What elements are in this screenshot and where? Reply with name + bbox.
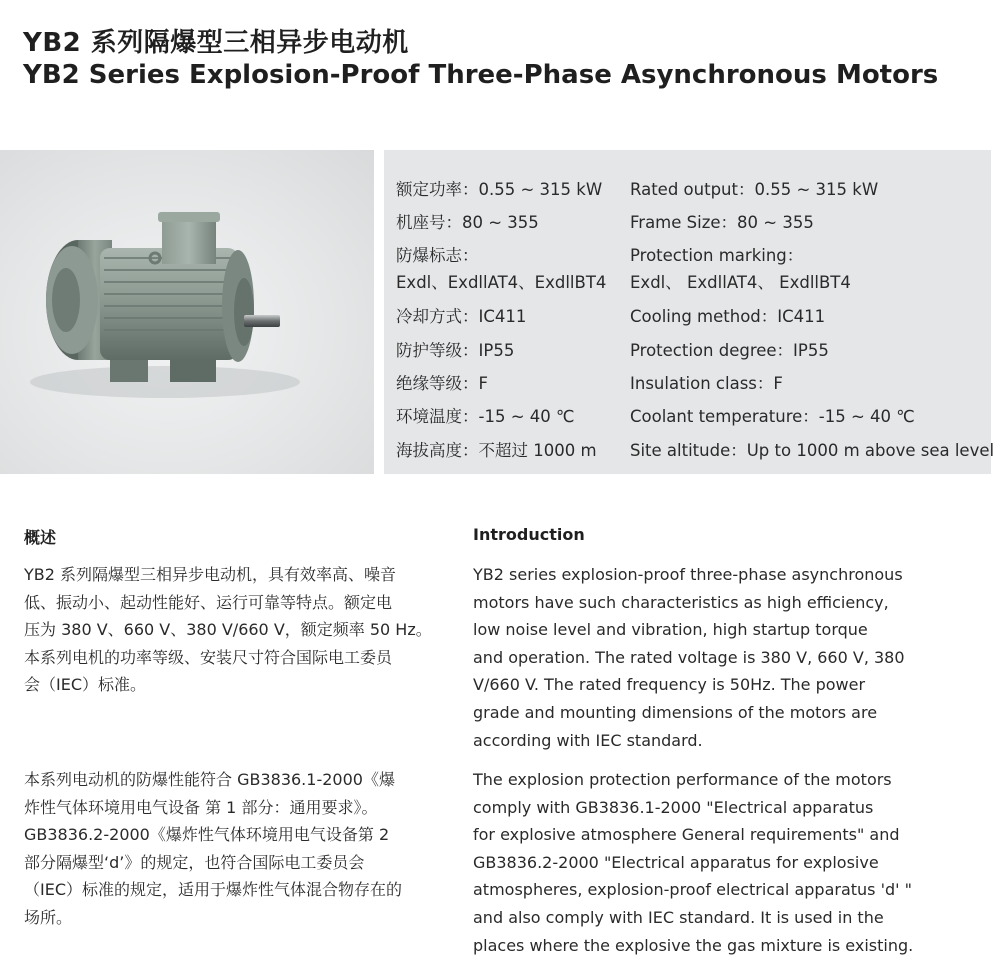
text-line: 压为 380 V、660 V、380 V/660 V，额定频率 50 Hz。 (24, 620, 432, 640)
overview-paragraph-2-cn (24, 766, 454, 932)
text-line: 会（IEC）标准。 (24, 675, 147, 695)
text-line: atmospheres, explosion-proof electrical apparatus 'd' " (473, 880, 912, 900)
text-line: and also comply with IEC standard. It is used in the (473, 907, 884, 927)
spec-cooling-method-cn: 冷却方式：IC411 (396, 307, 527, 326)
spec-protection-degree-en: Protection degree：IP55 (630, 341, 829, 360)
text-line: GB3836.2-2000 "Electrical apparatus for explosive (473, 852, 879, 872)
text-line: 低、振动小、起动性能好、运行可靠等特点。额定电 (24, 592, 393, 612)
spec-frame-size-cn: 机座号：80 ~ 355 (396, 213, 539, 232)
spec-protection-degree-cn: 防护等级：IP55 (396, 341, 515, 360)
spec-protection-marking-label-cn: 防爆标志： (396, 246, 479, 265)
spec-frame-size-en: Frame Size：80 ~ 355 (630, 213, 814, 232)
spec-coolant-temperature-cn: 环境温度：-15 ~ 40 ℃ (396, 407, 575, 426)
overview-heading-cn: 概述 (24, 528, 57, 547)
spec-cooling-method-en: Cooling method：IC411 (630, 307, 826, 326)
spec-rated-output-cn: 额定功率：0.55 ~ 315 kW (396, 180, 603, 199)
overview-paragraph-2-en (473, 766, 914, 959)
text-line: 炸性气体环境用电气设备 第 1 部分：通用要求》。 (24, 797, 378, 817)
spec-rated-output-en: Rated output：0.55 ~ 315 kW (630, 180, 879, 199)
text-line: and operation. The rated voltage is 380 V, 660 V, 380 (473, 647, 905, 667)
motor-illustration (0, 150, 374, 474)
spec-protection-marking-value-en: Exdl、 ExdllAT4、 ExdllBT4 (630, 273, 851, 292)
overview-paragraph-1-cn (24, 561, 454, 699)
text-line: 本系列电机的功率等级、安装尺寸符合国际电工委员 (24, 647, 393, 667)
text-line: 部分隔爆型‘d’》的规定，也符合国际电工委员会 (24, 852, 365, 872)
text-line: motors have such characteristics as high efficiency, (473, 592, 889, 612)
overview-paragraph-1-en (473, 561, 905, 754)
overview-heading-en: Introduction (473, 525, 585, 544)
text-line: YB2 系列隔爆型三相异步电动机，具有效率高、噪音 (24, 565, 397, 584)
spec-site-altitude-cn: 海拔高度：不超过 1000 m (396, 441, 597, 460)
spec-coolant-temperature-en: Coolant temperature：-15 ~ 40 ℃ (630, 407, 915, 426)
spec-insulation-class-cn: 绝缘等级：F (396, 374, 488, 393)
text-line: according with IEC standard. (473, 730, 703, 750)
text-line: for explosive atmosphere General requirements" and (473, 825, 900, 845)
text-line: （IEC）标准的规定，适用于爆炸性气体混合物存在的 (24, 880, 403, 900)
text-line: 场所。 (24, 907, 73, 927)
text-line: The explosion protection performance of the motors (473, 770, 892, 789)
text-line: GB3836.2-2000《爆炸性气体环境用电气设备第 2 (24, 825, 390, 845)
title-chinese: YB2 系列隔爆型三相异步电动机 (23, 28, 409, 58)
motor-product-image (0, 150, 374, 474)
text-line: YB2 series explosion-proof three-phase asynchronous (473, 565, 903, 584)
title-english: YB2 Series Explosion-Proof Three-Phase Asynchronous Motors (23, 60, 939, 90)
spec-protection-marking-label-en: Protection marking： (630, 246, 804, 265)
spec-insulation-class-en: Insulation class：F (630, 374, 783, 393)
text-line: comply with GB3836.1-2000 "Electrical apparatus (473, 797, 874, 817)
spec-protection-marking-value-cn: Exdl、ExdllAT4、ExdllBT4 (396, 273, 607, 292)
text-line: 本系列电动机的防爆性能符合 GB3836.1-2000《爆 (24, 770, 395, 789)
spec-site-altitude-en: Site altitude：Up to 1000 m above sea level (630, 441, 995, 460)
text-line: grade and mounting dimensions of the motors are (473, 702, 878, 722)
text-line: low noise level and vibration, high startup torque (473, 620, 868, 640)
text-line: places where the explosive the gas mixture is existing. (473, 935, 914, 955)
text-line: V/660 V. The rated frequency is 50Hz. The power (473, 675, 866, 695)
specifications-panel (384, 150, 995, 474)
